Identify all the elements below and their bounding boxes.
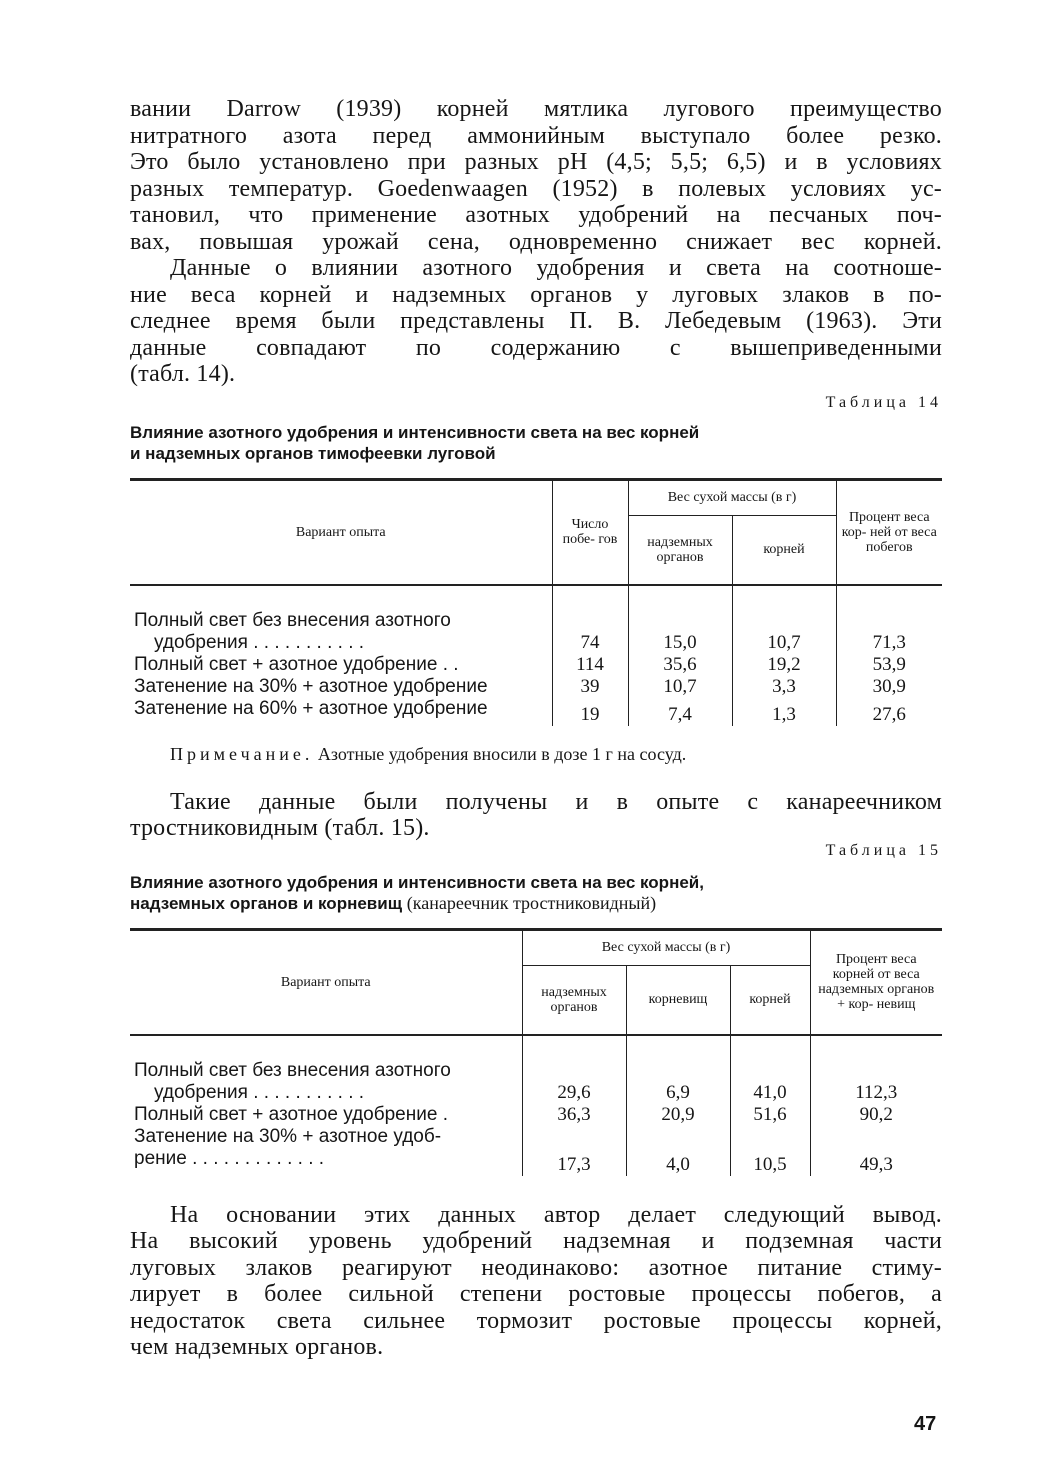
cell-above: 35,6	[628, 654, 732, 676]
table-14	[130, 478, 942, 726]
row-name: Затенение на 60% + азотное удобрение	[134, 697, 488, 719]
cell-roots: 51,6	[730, 1104, 810, 1126]
table14-label: Таблица 14	[825, 393, 942, 411]
cell-percent: 49,3	[810, 1148, 942, 1176]
text-line: недостаток света сильнее тормозит ростовые процессы корней,	[130, 1307, 942, 1334]
table-row	[130, 1148, 942, 1176]
cell-roots: 41,0	[730, 1082, 810, 1104]
text-line: Это было установлено при разных pH (4,5; 5,5; 6,5) и в условиях	[130, 149, 942, 175]
cell-roots: 10,5	[730, 1148, 810, 1176]
header-variant: Вариант опыта	[130, 929, 522, 1035]
text-line: (табл. 14).	[130, 361, 236, 387]
caption-line: и надземных органов тимофеевки луговой	[130, 443, 496, 463]
cell-roots: 10,7	[732, 632, 836, 654]
row-name: рение . . . . . . . . . . . . .	[134, 1147, 325, 1169]
header-roots: корней	[730, 965, 810, 1035]
cell-above: 17,3	[522, 1148, 626, 1176]
caption-plain: (канареечник тростниковидный)	[406, 892, 657, 913]
text-line: Данные о влиянии азотного удобрения и света на соотноше-	[170, 255, 942, 281]
table14-note	[130, 744, 942, 765]
text-line: вах, повышая урожай сена, одновременно снижает вес корней.	[130, 228, 942, 255]
cell-rhizomes: 6,9	[626, 1082, 730, 1104]
cell-shoots: 19	[552, 698, 628, 726]
cell-rhizomes: 4,0	[626, 1148, 730, 1176]
cell-rhizomes: 20,9	[626, 1104, 730, 1126]
cell-above: 36,3	[522, 1104, 626, 1126]
row-name: Затенение на 30% + азотное удоб-	[134, 1125, 442, 1147]
text-line: Такие данные были получены и в опыте с канареечником	[170, 788, 942, 815]
paragraph-3	[130, 789, 942, 842]
intro-paragraph	[130, 96, 942, 255]
row-name: удобрения . . . . . . . . . . .	[154, 1081, 365, 1103]
cell-above: 10,7	[628, 676, 732, 698]
text-line: тановил, что применение азотных удобрений на песчаных поч-	[130, 202, 942, 228]
cell-above: 7,4	[628, 698, 732, 726]
table-row	[130, 1126, 942, 1148]
conclusion-paragraph	[130, 1202, 942, 1361]
text-line: На основании этих данных автор делает следующий вывод.	[170, 1201, 942, 1228]
header-above: надземных органов	[628, 515, 732, 585]
paragraph-2	[130, 255, 942, 388]
table-row	[130, 585, 942, 632]
text-line: На высокий уровень удобрений надземная и подземная части	[130, 1228, 942, 1254]
header-dry-mass: Вес сухой массы (в г)	[628, 479, 836, 515]
table-row	[130, 654, 942, 676]
text-line: разных температур. Goedenwaagen (1952) в полевых условиях ус-	[130, 175, 942, 202]
cell-above: 29,6	[522, 1082, 626, 1104]
table-row	[130, 1035, 942, 1082]
text-line: тростниковидным (табл. 15).	[130, 815, 430, 841]
caption-line	[130, 893, 942, 914]
caption-line: Влияние азотного удобрения и интенсивности света на вес корней,	[130, 872, 704, 892]
cell-roots: 1,3	[732, 698, 836, 726]
cell-shoots: 74	[552, 632, 628, 654]
row-name: удобрения . . . . . . . . . . .	[154, 631, 365, 653]
text-line: луговых злаков реагируют неодинаково: азотное питание стиму-	[130, 1254, 942, 1281]
table-row	[130, 1104, 942, 1126]
table-row	[130, 676, 942, 698]
caption-bold: надземных органов и корневищ	[130, 893, 403, 913]
table-15	[130, 928, 942, 1176]
text-line: нитратного азота перед аммонийным выступало более резко.	[130, 122, 942, 149]
cell-percent: 30,9	[836, 676, 942, 698]
cell-roots: 19,2	[732, 654, 836, 676]
text-line: ние веса корней и надземных органов у луговых злаков в по-	[130, 281, 942, 308]
text-line: чем надземных органов.	[130, 1334, 384, 1360]
cell-percent: 71,3	[836, 632, 942, 654]
table14-caption	[130, 422, 942, 464]
table-row	[130, 698, 942, 726]
row-name: Полный свет + азотное удобрение .	[134, 1103, 448, 1125]
row-name: Полный свет без внесения азотного	[134, 609, 451, 631]
table15-caption	[130, 872, 942, 914]
table-row	[130, 1082, 942, 1104]
note-text: Азотные удобрения вносили в дозе 1 г на сосуд.	[317, 743, 687, 764]
header-percent: Процент веса корней от веса надземных органов + кор- невищ	[810, 929, 942, 1035]
cell-above: 15,0	[628, 632, 732, 654]
page-number: 47	[914, 1413, 937, 1435]
cell-percent: 112,3	[810, 1082, 942, 1104]
table-row	[130, 632, 942, 654]
cell-percent: 53,9	[836, 654, 942, 676]
row-name: Затенение на 30% + азотное удобрение	[134, 675, 488, 697]
row-name: Полный свет + азотное удобрение . .	[134, 653, 459, 675]
header-roots: корней	[732, 515, 836, 585]
cell-roots: 3,3	[732, 676, 836, 698]
note-label: Примечание.	[170, 743, 314, 764]
cell-shoots: 114	[552, 654, 628, 676]
cell-shoots: 39	[552, 676, 628, 698]
text-line: данные совпадают по содержанию с вышеприведенными	[130, 334, 942, 361]
header-dry-mass: Вес сухой массы (в г)	[522, 929, 810, 965]
header-shoots: Число побе- гов	[552, 479, 628, 585]
text-line: лирует в более сильной степени ростовые процессы побегов, а	[130, 1281, 942, 1307]
cell-percent: 90,2	[810, 1104, 942, 1126]
cell-percent: 27,6	[836, 698, 942, 726]
table15-label: Таблица 15	[825, 841, 942, 859]
caption-line: Влияние азотного удобрения и интенсивности света на вес корней	[130, 422, 700, 442]
header-variant: Вариант опыта	[130, 479, 552, 585]
text-line: следнее время были представлены П. В. Лебедевым (1963). Эти	[130, 308, 942, 334]
page-content	[130, 96, 942, 1361]
header-percent: Процент веса кор- ней от веса побегов	[836, 479, 942, 585]
row-name: Полный свет без внесения азотного	[134, 1059, 451, 1081]
header-above: надземных органов	[522, 965, 626, 1035]
text-line: вании Darrow (1939) корней мятлика лугового преимущество	[130, 96, 942, 122]
header-rhizomes: корневищ	[626, 965, 730, 1035]
